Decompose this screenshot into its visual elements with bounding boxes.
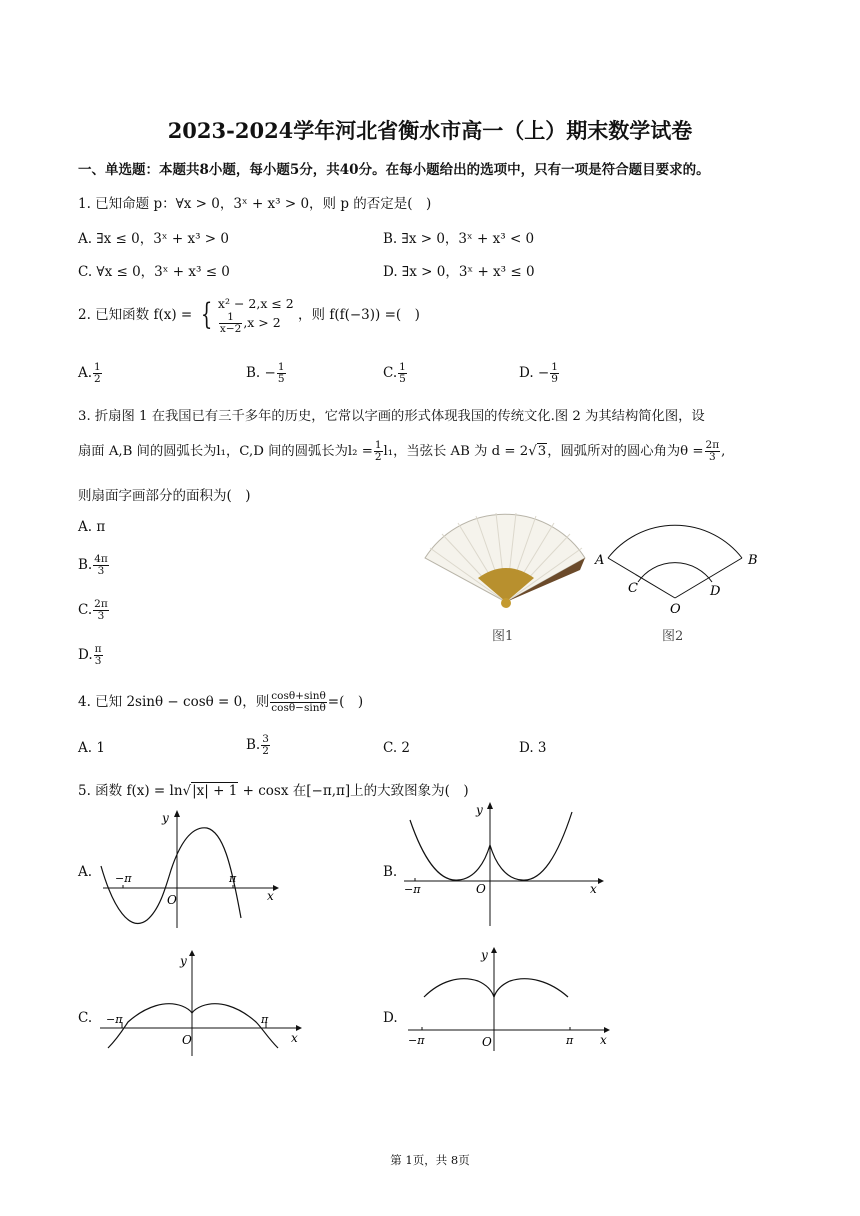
figure-1-caption: 图1	[492, 629, 514, 644]
question-2-stem	[78, 296, 420, 335]
half-fraction	[374, 440, 383, 463]
question-5-suffix: + cosx 在[−π,π]上的大致图象为( )	[238, 783, 469, 799]
question-4-fraction	[270, 691, 327, 714]
origin-label: O	[476, 882, 486, 896]
option-fraction	[94, 644, 103, 667]
figure-2-caption: 图2	[662, 629, 684, 644]
point-a-label: A	[595, 553, 605, 568]
question-1-option-b: B. ∃x > 0，3ˣ + x³ < 0	[383, 231, 535, 247]
question-1-option-d: D. ∃x > 0，3ˣ + x³ ≤ 0	[383, 264, 535, 280]
point-b-label: B	[748, 553, 758, 568]
section-heading: 一、单选题：本题共8小题，每小题5分，共40分。在每小题给出的选项中，只有一项是符合题目要求的。	[78, 162, 710, 178]
question-2-option-c	[383, 362, 408, 385]
fraction-denominator: 5	[399, 373, 406, 386]
question-3-option-d	[78, 644, 104, 667]
question-5-graph-b	[400, 800, 605, 930]
question-2-suffix: ，则 f(f(−3)) =( )	[298, 306, 420, 323]
fraction-denominator: x−2	[219, 322, 242, 335]
y-axis-label: y	[476, 803, 483, 817]
pi-label: π	[566, 1034, 574, 1047]
fraction-numerator: cosθ+sinθ	[271, 689, 326, 702]
fraction-denominator: 3	[94, 655, 102, 668]
question-5-option-d-label: D.	[383, 1010, 398, 1026]
question-3-line-1: 3. 折扇图 1 在我国已有三千多年的历史，它常以字画的形式体现我国的传统文化.图 2 为其结构简化图，设	[78, 409, 705, 424]
question-3-option-b	[78, 554, 110, 577]
question-2-option-b	[246, 362, 287, 385]
option-fraction	[93, 599, 109, 622]
question-4-option-b	[246, 734, 271, 757]
option-fraction	[277, 362, 286, 385]
question-4-stem	[78, 690, 363, 714]
figure-2-sector-diagram	[590, 510, 765, 655]
y-axis-label: y	[481, 948, 488, 962]
question-5-prefix: 5. 函数 f(x) = ln	[78, 783, 183, 799]
question-5-graph-d	[404, 945, 614, 1055]
line-2-part-a: 扇面 A,B 间的圆弧长为l₁，C,D 间的圆弧长为l₂ =	[78, 444, 373, 460]
question-4-option-d: D. 3	[519, 740, 547, 756]
fan-pivot	[501, 598, 511, 608]
x-axis-label: x	[267, 889, 274, 903]
sqrt-sign: √	[182, 783, 192, 799]
fraction-numerator: 1	[374, 439, 382, 451]
sqrt-sign: √	[528, 444, 537, 460]
fraction-numerator: 1	[399, 361, 406, 373]
fraction-numerator: 3	[262, 733, 269, 745]
line-2-end: ,	[721, 444, 726, 460]
pi-label: π	[261, 1013, 269, 1026]
question-3-option-c	[78, 599, 110, 622]
question-5-option-c-label: C.	[78, 1010, 93, 1026]
fraction-denominator: 2	[262, 745, 269, 758]
fraction-numerator: 2π	[94, 598, 108, 610]
case-2-fraction	[219, 312, 242, 335]
fraction-numerator: 1	[219, 312, 242, 324]
option-fraction	[550, 362, 559, 385]
question-3-line-3: 则扇面字画部分的面积为( )	[78, 488, 251, 504]
point-c-label: C	[628, 581, 638, 596]
fraction-numerator: 4π	[94, 553, 108, 565]
question-1-option-c: C. ∀x ≤ 0，3ˣ + x³ ≤ 0	[78, 264, 230, 280]
fan-handle	[478, 568, 534, 602]
option-label: D.	[78, 647, 93, 664]
question-4-prefix: 4. 已知 2sinθ − cosθ = 0，则	[78, 694, 270, 710]
question-5-option-b-label: B.	[383, 864, 398, 880]
y-axis-label: y	[180, 954, 187, 968]
sqrt-body: 3	[537, 444, 547, 460]
point-o-label: O	[670, 602, 681, 617]
case-2-condition: ,x > 2	[243, 314, 281, 330]
fraction-denominator: 5	[277, 373, 285, 386]
point-d-label: D	[710, 584, 721, 599]
fraction-denominator: cosθ−sinθ	[271, 702, 326, 714]
option-fraction	[398, 362, 407, 385]
question-5-graph-c	[96, 950, 306, 1060]
page-footer: 第 1页，共 8页	[390, 1153, 470, 1167]
question-1-stem: 1. 已知命题 p：∀x > 0，3ˣ + x³ > 0，则 p 的否定是( )	[78, 196, 432, 212]
question-5-stem	[78, 779, 469, 799]
neg-pi-label: −π	[115, 872, 132, 885]
question-4-option-a: A. 1	[78, 740, 105, 756]
paper-title: 2023-2024学年河北省衡水市高一（上）期末数学试卷	[167, 118, 693, 143]
question-4-suffix: =( )	[327, 694, 364, 710]
question-1-option-a: A. ∃x ≤ 0，3ˣ + x³ > 0	[78, 231, 229, 247]
fraction-denominator: 3	[97, 565, 105, 578]
fraction-denominator: 2	[94, 373, 101, 386]
option-label: B. −	[246, 365, 276, 382]
option-label: C.	[78, 602, 93, 619]
fraction-denominator: 9	[551, 373, 558, 386]
question-4-option-c: C. 2	[383, 740, 411, 756]
question-2-option-a	[78, 362, 103, 385]
option-fraction	[261, 734, 270, 757]
fraction-numerator: 2π	[705, 439, 720, 451]
origin-label: O	[167, 893, 177, 907]
question-2-option-d	[519, 362, 560, 385]
option-fraction	[93, 554, 109, 577]
figure-1-folding-fan	[420, 510, 590, 655]
fraction-numerator: π	[94, 643, 102, 655]
option-label: B.	[78, 557, 93, 574]
neg-pi-label: −π	[106, 1013, 123, 1026]
case-1: x² − 2,x ≤ 2	[217, 296, 294, 311]
fraction-numerator: 1	[94, 361, 101, 373]
question-5-graph-a	[95, 808, 280, 933]
y-axis-label: y	[162, 811, 169, 825]
fraction-numerator: 1	[551, 361, 558, 373]
pi-label: π	[229, 872, 237, 885]
x-axis-label: x	[600, 1033, 607, 1047]
piecewise-cases	[218, 296, 294, 335]
case-2	[218, 312, 294, 335]
fraction-denominator: 3	[97, 610, 105, 623]
line-2-part-c: ，圆弧所对的圆心角为θ =	[547, 444, 704, 460]
option-label: A.	[78, 365, 93, 382]
option-fraction	[93, 362, 102, 385]
neg-pi-label: −π	[408, 1034, 425, 1047]
line-2-part-b: l₁，当弦长 AB 为 d = 2	[383, 444, 529, 460]
option-label: C.	[383, 365, 398, 382]
x-axis-label: x	[291, 1031, 298, 1045]
theta-fraction	[705, 440, 721, 463]
fraction-denominator: 2	[374, 451, 382, 464]
neg-pi-label: −π	[404, 883, 421, 896]
question-3-option-a: A. π	[78, 519, 106, 535]
piecewise-brace: {	[200, 297, 212, 333]
origin-label: O	[182, 1033, 192, 1047]
fraction-numerator: 1	[277, 361, 285, 373]
option-label: B.	[246, 737, 261, 754]
origin-label: O	[482, 1035, 492, 1049]
option-label: D. −	[519, 365, 550, 382]
sqrt-body: |x| + 1	[192, 783, 238, 799]
question-5-option-a-label: A.	[78, 864, 93, 880]
fraction-denominator: 3	[709, 451, 716, 464]
question-3-line-2	[78, 440, 725, 463]
x-axis-label: x	[590, 882, 597, 896]
question-2-prefix: 2. 已知函数 f(x) =	[78, 306, 193, 323]
